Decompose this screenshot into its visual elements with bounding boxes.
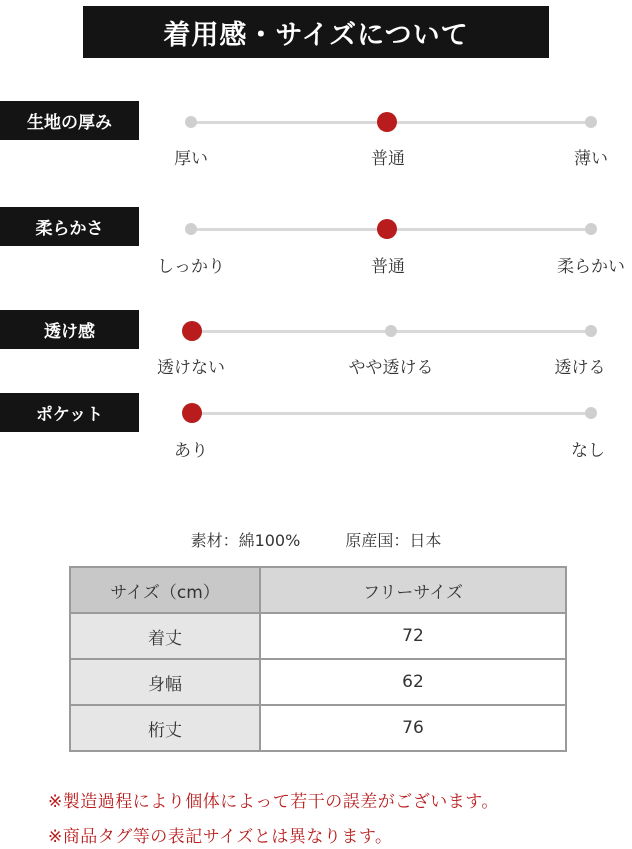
scale-dot [185, 223, 197, 235]
scale-label: 柔らかさ [0, 207, 139, 246]
scale-dot-selected [182, 403, 202, 423]
scale-dot-selected [182, 321, 202, 341]
scale-option: 普通 [371, 149, 405, 169]
table-cell-key: 桁丈 [70, 705, 260, 751]
scale-option: しっかり [157, 257, 225, 277]
table-cell-value: 62 [260, 659, 566, 705]
note-tolerance: ※製造過程により個体によって若干の誤差がございます。 [48, 792, 499, 812]
scale-dot [585, 407, 597, 419]
table-row [70, 613, 566, 659]
table-row [70, 659, 566, 705]
table-header-cell: サイズ（cm） [70, 567, 260, 613]
scale-option: 厚い [174, 149, 208, 169]
scale-dot [585, 223, 597, 235]
scale-dot [385, 325, 397, 337]
table-cell-key: 身幅 [70, 659, 260, 705]
scale-dot [585, 116, 597, 128]
scale-dot-selected [377, 112, 397, 132]
table-cell-key: 着丈 [70, 613, 260, 659]
scale-label: 透け感 [0, 310, 139, 349]
table-cell-value: 76 [260, 705, 566, 751]
scale-dot-selected [377, 219, 397, 239]
material-fabric: 素材：綿100% [190, 531, 301, 550]
scale-option: なし [571, 441, 605, 461]
scale-track [191, 412, 591, 415]
scale-dot [185, 116, 197, 128]
material-info [0, 528, 632, 551]
table-row [70, 705, 566, 751]
scale-option: 透ける [554, 358, 606, 378]
scale-label: 生地の厚み [0, 101, 139, 140]
scale-option: あり [174, 441, 208, 461]
scale-option: 薄い [574, 149, 608, 169]
table-cell-value: 72 [260, 613, 566, 659]
size-table [69, 566, 567, 752]
scale-dot [585, 325, 597, 337]
material-origin: 原産国：日本 [345, 531, 442, 550]
scale-option: 柔らかい [557, 257, 625, 277]
page-title: 着用感・サイズについて [83, 6, 549, 58]
scale-option: 普通 [371, 257, 405, 277]
note-tag-size: ※商品タグ等の表記サイズとは異なります。 [48, 827, 393, 847]
table-header-row [70, 567, 566, 613]
table-header-cell: フリーサイズ [260, 567, 566, 613]
scale-option: 透けない [157, 358, 225, 378]
scale-option: やや透ける [348, 358, 434, 378]
scale-label: ポケット [0, 393, 139, 432]
